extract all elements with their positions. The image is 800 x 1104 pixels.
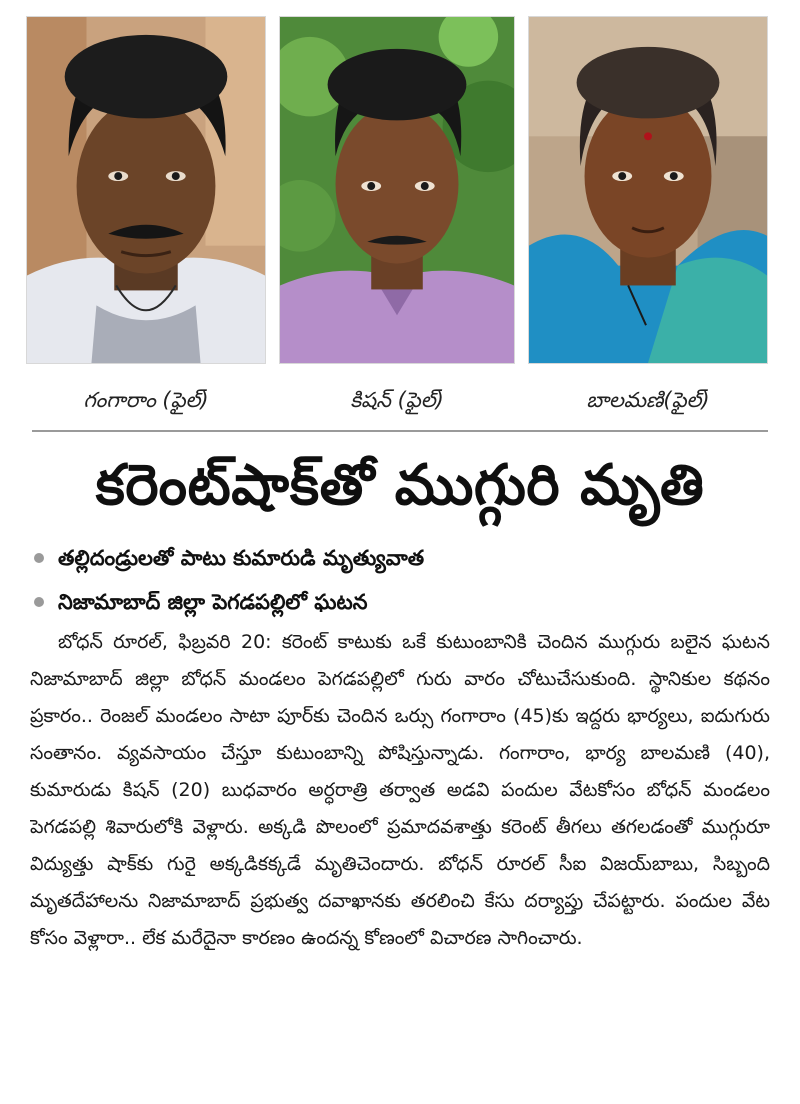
portrait-woman-image: [529, 17, 767, 363]
subheadline-item: [30, 580, 770, 624]
bullet-dot-icon: [34, 597, 44, 607]
headline: కరెంట్‌షాక్‌తో ముగ్గురి మృతి: [95, 453, 705, 518]
subheadline-list: [30, 536, 770, 624]
portrait-man-2-image: [280, 17, 514, 363]
photo-caption-kishan: కిషన్ (ఫైల్): [350, 388, 444, 412]
bullet-dot-icon: [34, 553, 44, 563]
subheadline-text: నిజామాబాద్ జిల్లా పెగడపల్లిలో ఘటన: [58, 590, 368, 614]
photo-caption-balamani: బాలమణి(ఫైల్): [586, 388, 710, 412]
photo-gangaram: [26, 16, 266, 364]
subheadline-text: తల్లిదండ్రులతో పాటు కుమారుడి మృత్యువాత: [58, 546, 425, 570]
photo-balamani: [528, 16, 768, 364]
portrait-man-1-image: [27, 17, 265, 363]
photo-kishan: [279, 16, 515, 364]
photo-caption-gangaram: గంగారాం (ఫైల్): [83, 388, 209, 412]
divider-rule: [32, 430, 768, 432]
article-body: బోధన్ రూరల్, ఫిబ్రవరి 20: కరెంట్ కాటుకు ఒకే కుటుంబానికి చెందిన ముగ్గురు బలైన ఘటన నిజామాబాద్ జిల్లా బోధన్ మండలం పెగడపల్లిలో గురు వారం చోటుచేసుకుంది. స్థానికుల కథనం ప్రకారం.. రెంజల్ మండలం సాటా పూర్‌కు చెందిన ఒర్సు గంగారాం (45)కు ఇద్దరు భార్యలు, ఐదుగురు సంతానం. వ్యవసాయం చేస్తూ కుటుంబాన్ని పోషిస్తున్నాడు. గంగారాం, భార్య బాలమణి (40), కుమారుడు కిషన్ (20) బుధవారం అర్ధరాత్రి తర్వాత అడవి పందుల వేటకోసం బోధన్ మండలం పెగడపల్లి శివారులోకి వెళ్లారు. అక్కడి పొలంలో ప్రమాదవశాత్తు కరెంట్ తీగలు తగలడంతో ముగ్గురూ విద్యుత్తు షాక్‌కు గురై అక్కడికక్కడే మృతిచెందారు. బోధన్ రూరల్ సీఐ విజయ్‌బాబు, సిబ్బంది మృతదేహాలను నిజామాబాద్ ప్రభుత్వ దవాఖానకు తరలించి కేసు దర్యాప్తు చేపట్టారు. పందుల వేట కోసం వెళ్లారా.. లేక మరేదైనా కారణం ఉందన్న కోణంలో విచారణ సాగించారు.: [30, 631, 770, 949]
subheadline-item: [30, 536, 770, 580]
